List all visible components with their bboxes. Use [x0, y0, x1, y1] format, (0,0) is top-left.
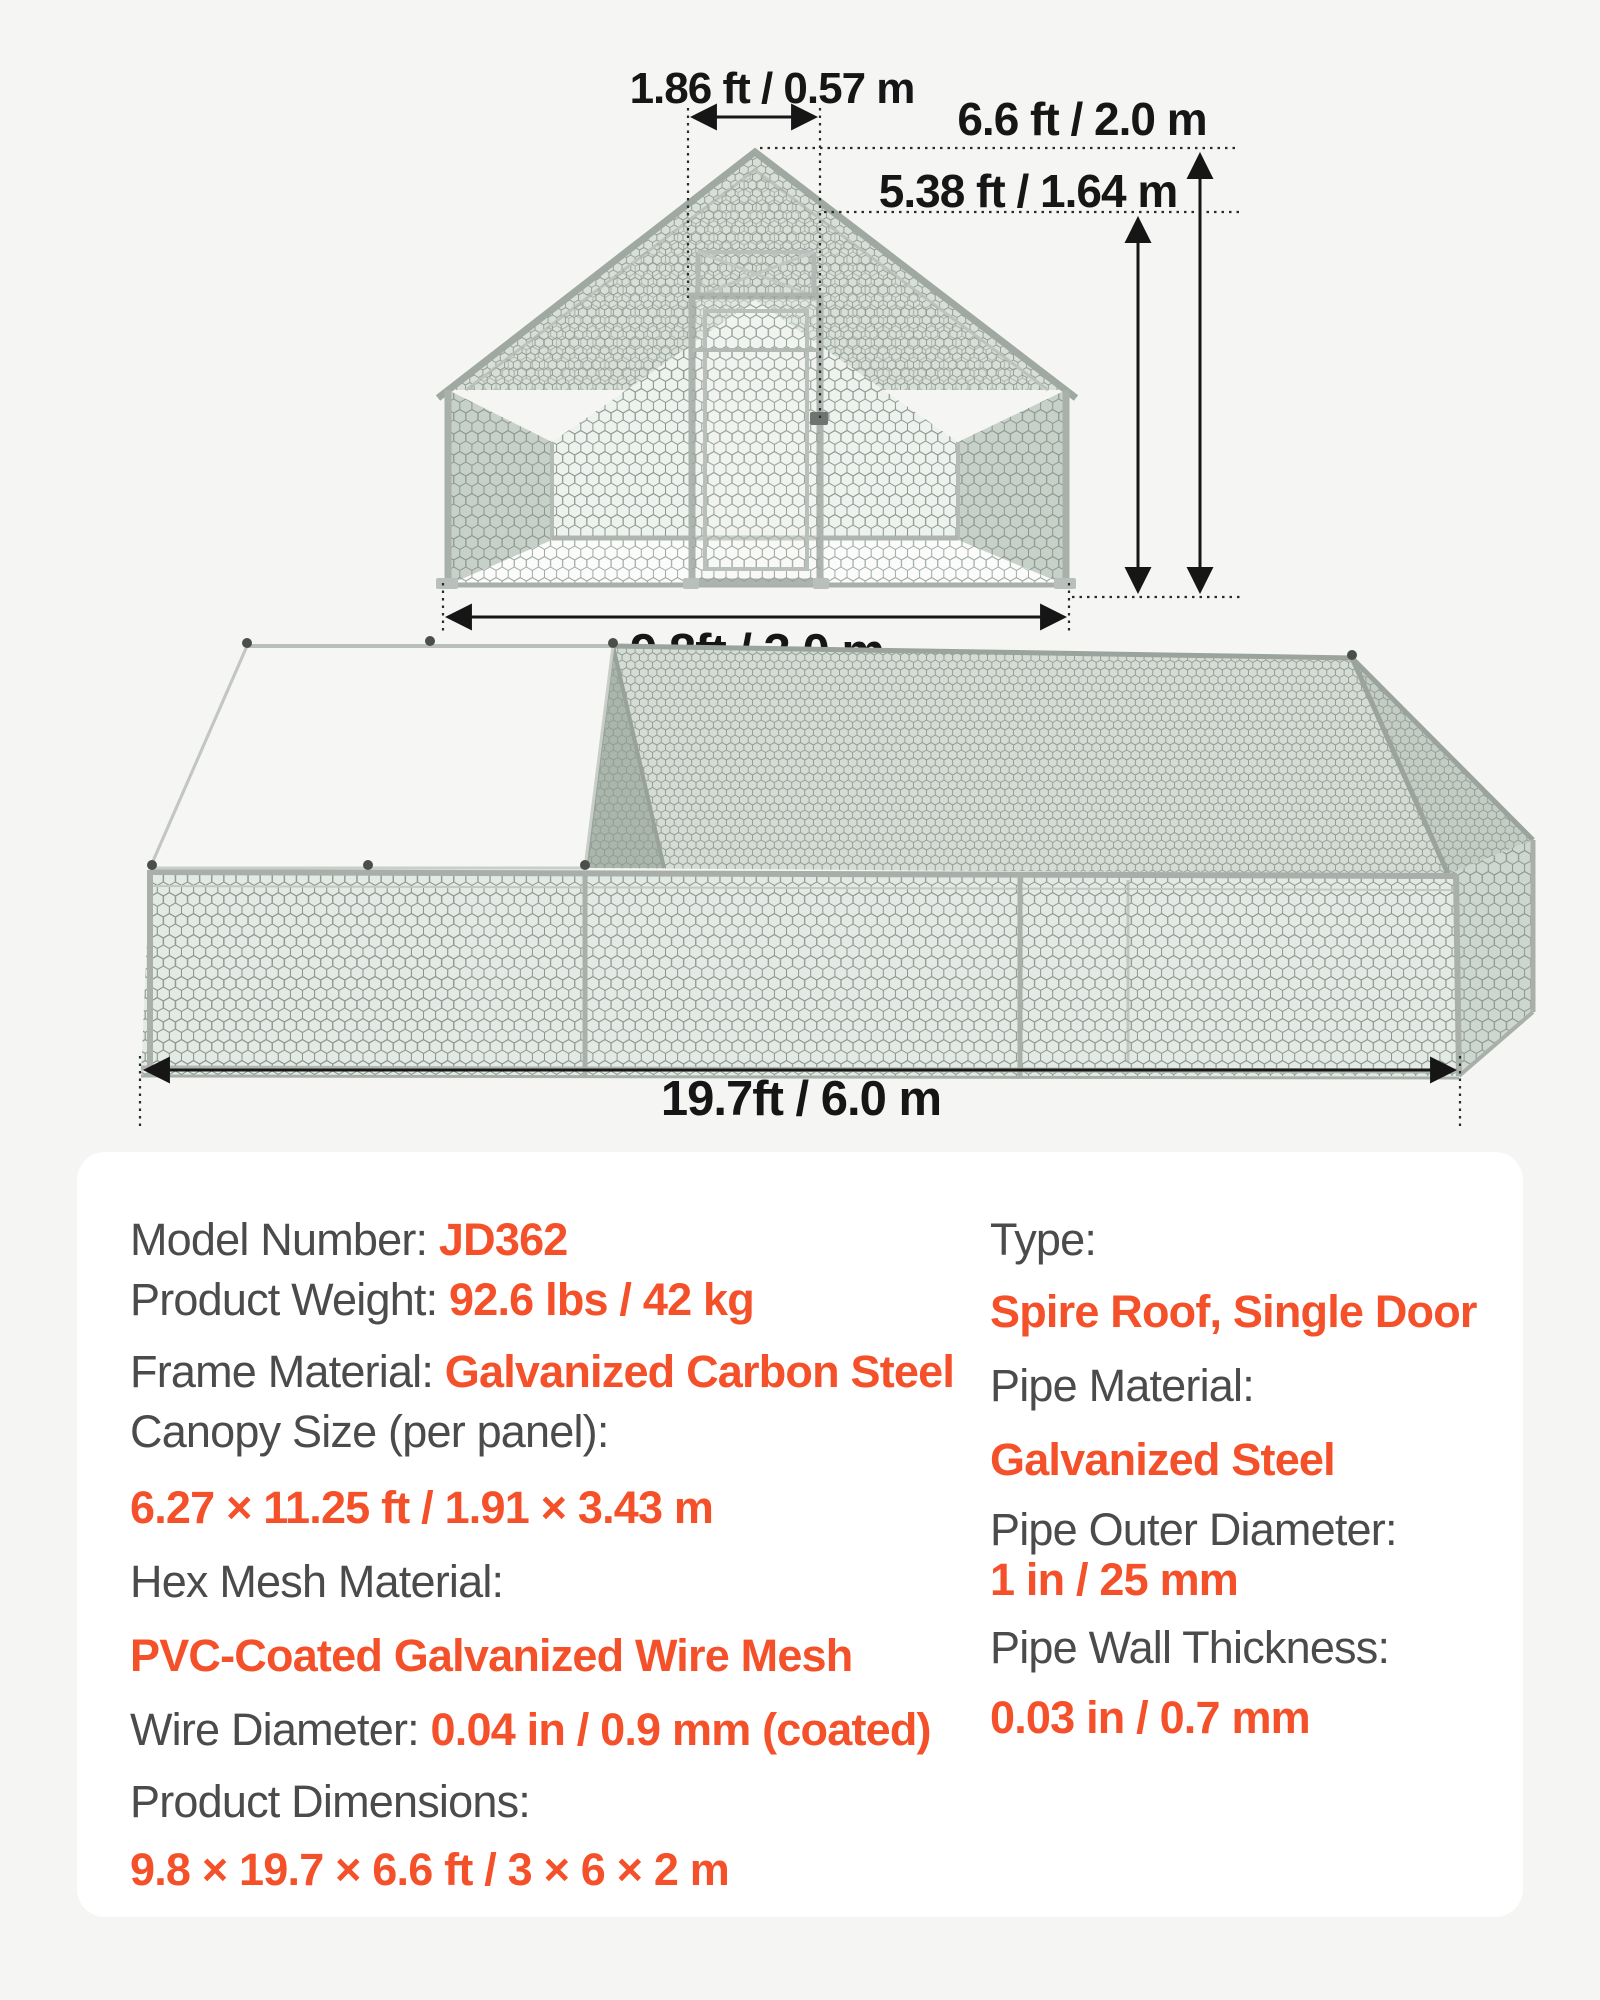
front-view-illustration: [436, 152, 1076, 589]
dim-eave-height-label: 5.38 ft / 1.64 m: [878, 165, 1178, 217]
dim-length-label: 19.7ft / 6.0 m: [660, 1072, 942, 1126]
spec-product-dimensions-label: Product Dimensions:: [130, 1776, 530, 1827]
spec-product-dimensions-value-line: [130, 1846, 729, 1894]
spec-hex-mesh-material-value-line: [130, 1632, 852, 1680]
spec-wire-diameter-value: 0.04 in / 0.9 mm (coated): [430, 1704, 931, 1755]
spec-pipe-wall-thickness: [990, 1624, 1389, 1672]
spec-frame-material-value: Galvanized Carbon Steel: [444, 1346, 955, 1397]
spec-type-value-line: [990, 1288, 1477, 1336]
spec-type: [990, 1216, 1096, 1264]
spec-model-number-label: Model Number:: [130, 1214, 439, 1265]
spec-card: [77, 1152, 1523, 1917]
spec-pipe-wall-thickness-label: Pipe Wall Thickness:: [990, 1622, 1390, 1673]
spec-pipe-outer-diameter-value-line: [990, 1556, 1238, 1604]
spec-product-dimensions: [130, 1778, 530, 1826]
spec-canopy-size-value: 6.27 × 11.25 ft / 1.91 × 3.43 m: [130, 1482, 714, 1533]
perspective-view-illustration: [141, 636, 1533, 1078]
spec-wire-diameter: [130, 1706, 931, 1754]
spec-pipe-outer-diameter: [990, 1506, 1397, 1554]
spec-product-weight-value: 92.6 lbs / 42 kg: [449, 1274, 754, 1325]
spec-canopy-size-value-line: [130, 1484, 713, 1532]
spec-product-weight: [130, 1276, 754, 1324]
spec-hex-mesh-material-label: Hex Mesh Material:: [130, 1556, 504, 1607]
dim-total-height-label: 6.6 ft / 2.0 m: [957, 93, 1207, 145]
spec-pipe-material-value-line: [990, 1436, 1335, 1484]
spec-pipe-material-value: Galvanized Steel: [990, 1434, 1335, 1485]
spec-pipe-material: [990, 1362, 1254, 1410]
spec-product-weight-label: Product Weight:: [130, 1274, 450, 1325]
spec-type-value: Spire Roof, Single Door: [990, 1286, 1477, 1337]
spec-hex-mesh-material-value: PVC-Coated Galvanized Wire Mesh: [130, 1630, 853, 1681]
spec-canopy-size: [130, 1408, 609, 1456]
spec-hex-mesh-material: [130, 1558, 503, 1606]
spec-canopy-size-label: Canopy Size (per panel):: [130, 1406, 609, 1457]
spec-product-dimensions-value: 9.8 × 19.7 × 6.6 ft / 3 × 6 × 2 m: [130, 1844, 730, 1895]
spec-model-number-value: JD362: [438, 1214, 568, 1265]
spec-pipe-outer-diameter-label: Pipe Outer Diameter:: [990, 1504, 1397, 1555]
spec-pipe-wall-thickness-value: 0.03 in / 0.7 mm: [990, 1692, 1310, 1743]
spec-frame-material: [130, 1348, 954, 1396]
spec-type-label: Type:: [990, 1214, 1097, 1265]
spec-pipe-material-label: Pipe Material:: [990, 1360, 1254, 1411]
spec-wire-diameter-label: Wire Diameter:: [130, 1704, 431, 1755]
spec-pipe-outer-diameter-value: 1 in / 25 mm: [990, 1554, 1239, 1605]
spec-frame-material-label: Frame Material:: [130, 1346, 445, 1397]
spec-model-number: [130, 1216, 568, 1264]
dim-spire-width-label: 1.86 ft / 0.57 m: [629, 64, 915, 113]
spec-pipe-wall-thickness-value-line: [990, 1694, 1310, 1742]
